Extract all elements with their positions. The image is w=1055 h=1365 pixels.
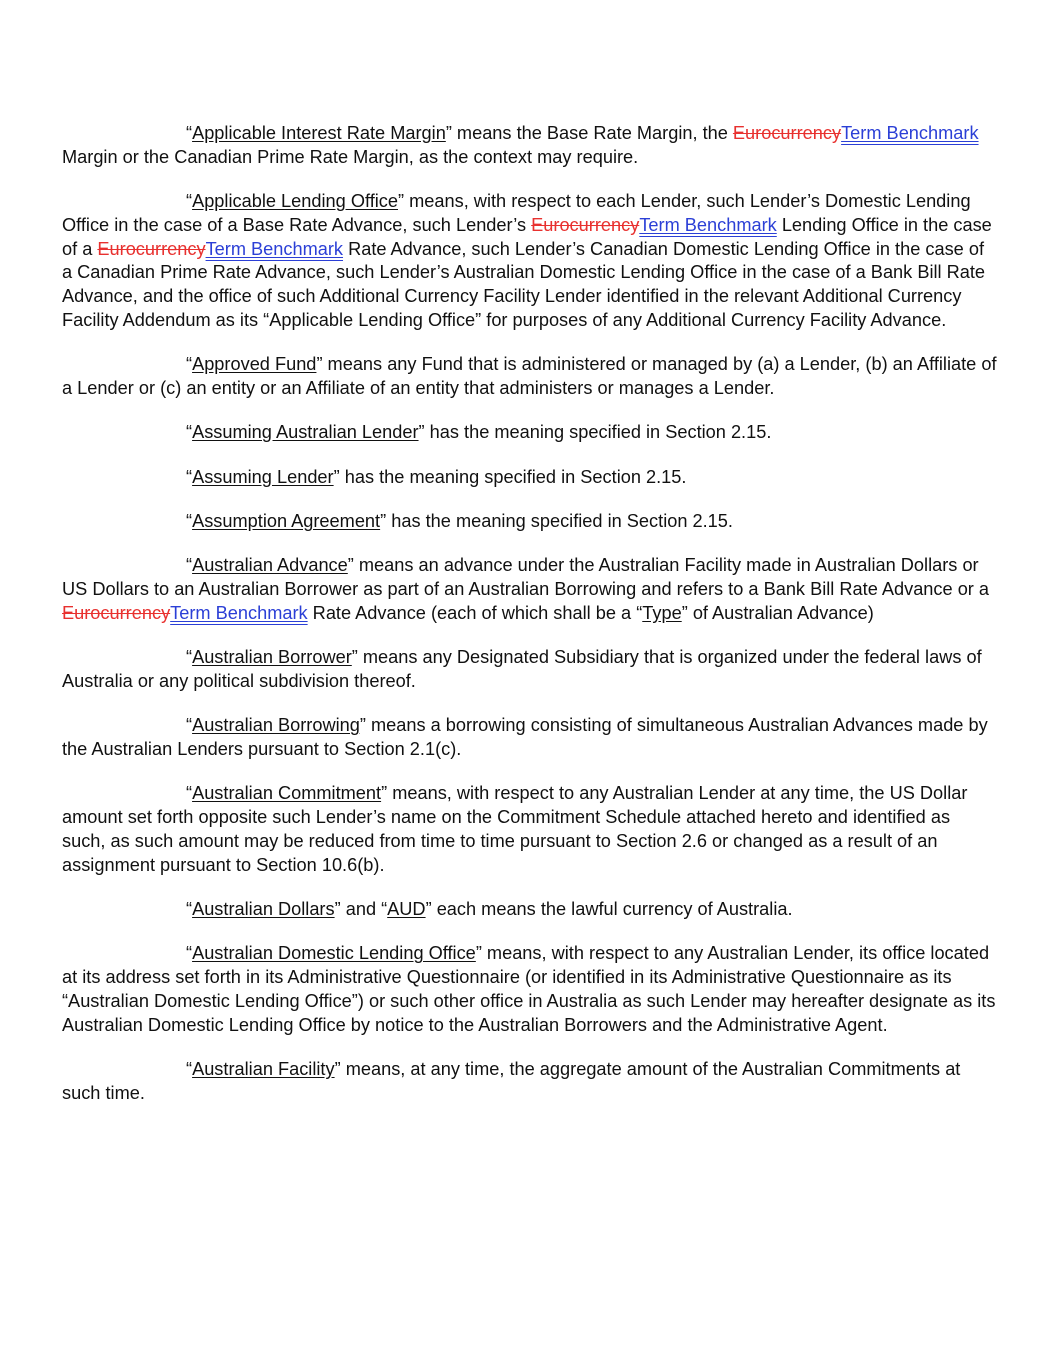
definition-text: has the meaning specified in Section 2.15. (339, 466, 687, 487)
defined-term: Australian Commitment (192, 783, 382, 804)
definition-text: means, with respect to each Lender, such Lender’s Domestic Lending Office in the case of a Base Rate Advance, such Lender’s (62, 191, 971, 235)
definition-applicable-lending-office (62, 190, 997, 333)
defined-term: Australian Facility (192, 1059, 335, 1080)
open-quote: “ (186, 899, 193, 920)
close-quote: ” (380, 511, 387, 532)
definition-australian-domestic-lending-office (62, 942, 997, 1037)
defined-term: Australian Advance (192, 555, 348, 576)
definition-text: has the meaning specified in Section 2.15. (424, 422, 772, 443)
definition-text: means, at any time, the aggregate amount of the Australian Commitments at such time. (62, 1059, 961, 1103)
defined-term: Approved Fund (192, 354, 317, 375)
definition-text: and “ (340, 899, 388, 920)
definition-text: Lending Office in the case of a (62, 214, 992, 259)
definition-applicable-interest-rate-margin (62, 122, 997, 170)
open-quote: “ (186, 511, 193, 532)
open-quote: “ (186, 123, 193, 143)
definition-assuming-australian-lender (62, 421, 997, 445)
defined-term: Type (642, 602, 682, 623)
close-quote: ” (334, 1059, 341, 1080)
close-quote: ” (334, 899, 341, 920)
close-quote: ” (351, 647, 358, 668)
close-quote: ” (381, 783, 388, 804)
defined-term: Australian Domestic Lending Office (192, 943, 476, 964)
open-quote: “ (186, 354, 193, 375)
definition-text: means an advance under the Australian Facility made in Australian Dollars or US Dollars to an Australian Borrower as part of an Australian Borrowing and refers to a Bank Bill Rate Advance or a (62, 555, 990, 600)
definition-text: means a borrowing consisting of simultaneous Australian Advances made by the Australian Lenders pursuant to Section 2.1(c). (62, 715, 988, 760)
definition-text: has the meaning specified in Section 2.15. (386, 511, 733, 532)
open-quote: “ (186, 715, 193, 736)
definition-australian-dollars (62, 898, 997, 922)
definition-text: means, with respect to any Australian Lender, its office located at its address set forth in its Administrative Questionnaire (or identified in its Administrative Questionnaire as its “Australian Domestic Lending Office”) or such other office in Australia as such Lender may hereafter designate as its Australian Domestic Lending Office by notice to the Australian Borrowers and the Administrative Agent. (62, 943, 996, 1035)
defined-term: Assuming Australian Lender (192, 422, 419, 443)
close-quote: ” (475, 943, 482, 964)
close-quote: ” (418, 422, 425, 443)
defined-term: Applicable Interest Rate Margin (192, 123, 446, 143)
definition-australian-borrower (62, 646, 997, 694)
definition-australian-advance (62, 554, 997, 625)
definition-australian-facility (62, 1058, 997, 1106)
close-quote: ” (333, 466, 340, 487)
definition-text: means any Designated Subsidiary that is organized under the federal laws of Australia or any political subdivision thereof. (62, 647, 982, 692)
defined-term: AUD (387, 899, 426, 920)
definition-text: means any Fund that is administered or managed by (a) a Lender, (b) an Affiliate of a Lender or (c) an entity or an Affiliate of an entity that administers or manages a Lender. (62, 354, 997, 399)
defined-term: Assuming Lender (192, 466, 334, 487)
definition-assuming-lender (62, 466, 997, 490)
document-page (62, 122, 997, 1126)
definition-approved-fund (62, 353, 997, 401)
close-quote: ” (316, 354, 323, 375)
definition-text: means, with respect to any Australian Lender at any time, the US Dollar amount set forth opposite such Lender’s name on the Commitment Schedule attached hereto and identified as such, as such amount may be reduced from time to time pursuant to Section 2.6 or changed as a result of an assignment pursuant to Section 10.6(b). (62, 783, 968, 875)
defined-term: Assumption Agreement (192, 511, 381, 532)
deleted-text: Eurocurrency (531, 214, 640, 235)
open-quote: “ (186, 647, 193, 668)
definition-text: Rate Advance, such Lender’s Canadian Domestic Lending Office in the case of a Canadian Prime Rate Advance, such Lender’s Australian Domestic Lending Office in the case of a Bank Bill Rate Advance, and the office of such Additional Currency Facility Lender identified in the relevant Additional Currency Facility Addendum as its “Applicable Lending Office” for purposes of any Additional Currency Facility Advance. (62, 238, 986, 331)
open-quote: “ (186, 422, 193, 443)
defined-term: Australian Borrower (192, 647, 352, 668)
open-quote: “ (186, 1059, 193, 1080)
close-quote: ” (359, 715, 366, 736)
deleted-text: Eurocurrency (62, 602, 171, 623)
definition-text: Margin or the Canadian Prime Rate Margin, as the context may require. (62, 146, 639, 167)
inserted-text: Term Benchmark (205, 238, 344, 259)
defined-term: Australian Dollars (192, 899, 335, 920)
close-quote: ” (398, 191, 405, 212)
definition-text: Rate Advance (each of which shall be a “ (307, 602, 643, 623)
close-quote: ” (445, 123, 452, 143)
open-quote: “ (186, 555, 193, 576)
inserted-text: Term Benchmark (639, 214, 777, 235)
defined-term: Australian Borrowing (192, 715, 360, 736)
open-quote: “ (186, 466, 193, 487)
definition-text: ” each means the lawful currency of Australia. (425, 899, 793, 920)
definition-text: means the Base Rate Margin, the (451, 123, 733, 143)
open-quote: “ (186, 191, 193, 212)
inserted-text: Term Benchmark (841, 123, 979, 143)
open-quote: “ (186, 943, 193, 964)
deleted-text: Eurocurrency (97, 238, 206, 259)
deleted-text: Eurocurrency (732, 123, 842, 143)
definition-australian-borrowing (62, 714, 997, 762)
inserted-text: Term Benchmark (170, 602, 308, 623)
defined-term: Applicable Lending Office (192, 191, 398, 212)
close-quote: ” (347, 555, 354, 576)
definition-text: ” of Australian Advance) (681, 602, 874, 623)
definition-assumption-agreement (62, 510, 997, 534)
definition-australian-commitment (62, 782, 997, 877)
open-quote: “ (186, 783, 193, 804)
